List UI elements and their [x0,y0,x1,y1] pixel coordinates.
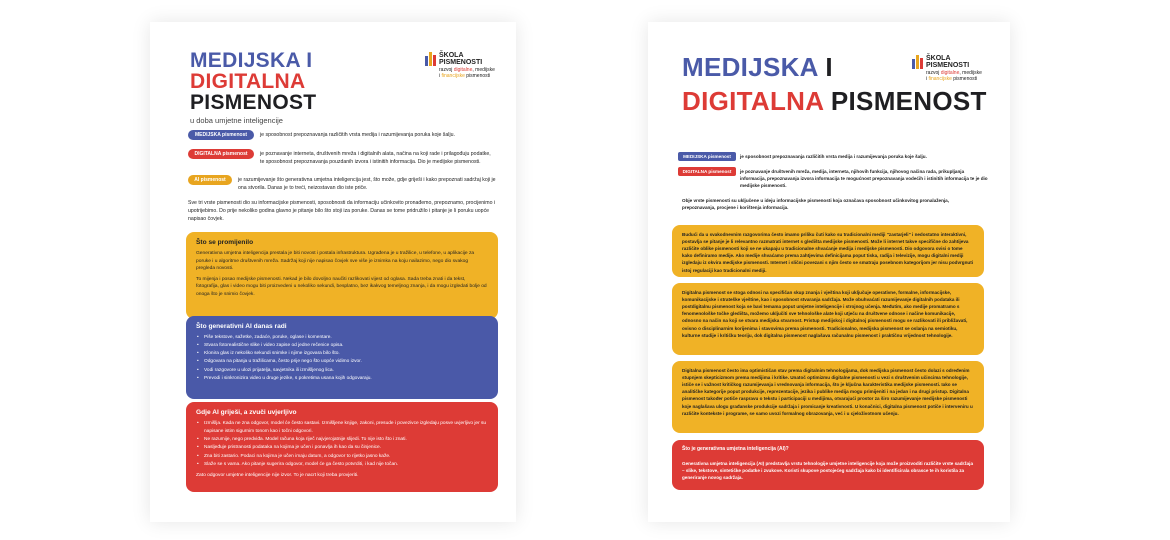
def-medijska: je sposobnost prepoznavanja različitih vrsta medija i razumijevanja poruka koje šalju. [260,132,455,138]
title-line-2: DIGITALNA PISMENOST [682,86,987,116]
logo-line-2: PISMENOSTI [926,62,970,70]
title-line-2: DIGITALNA [190,70,306,93]
box-ai-does-title: Što generativni AI danas radi [196,323,287,330]
box-generative-ai-text: Generativna umjetna inteligencija (AI) predstavlja vrstu tehnologije umjetne inteligencije koja može proizvoditi različite vrste sadržaja – slike, tekstove, sintetičke podatke i zvukove. Koristi skupove postojećeg sadržaja kako bi identificirala obrasce te ih koristila za generiranje novog sadržaja. [682,460,974,480]
pencils-icon [912,55,923,69]
list-item: • Slaže se s vama. Ako pitanje sugerira odgovor, model će ga često potvrditi, i kad nije točan. [196,461,488,469]
box-what-changed-title: Što se promijenilo [196,239,254,246]
box-ai-errors-closing: Zato odgovor umjetne inteligencije nije izvor. To je nacrt koji treba provjeriti. [196,472,359,478]
box-optimism: Digitalna pismenost često ima optimističan stav prema digitalnim tehnologijama, dok medijska pismenost često dolazi s određenim stupnjem skepticizmom prema medijima i kritike. Unatoč optimizmu digitalne pismenosti u vezi s društvenim učincima tehnologije, ističe se i važnost kritičkog razumijevanja i vrednovanja informacija, što je ključna karakteristika medijske pismenosti. Iako se analitičke kategorije poput produkcije, reprezentacije, jezika i publike medija mogu primijeniti i na jedan i na drugi pristup. Digitalna pismenost također potiče raspravu o tekstu i participaciji u medijima, otvarajući prostor za širo razumijevanje medijske pismenosti koje naglašava ulogu građanske produkcije sadržaja i promicanje kreativnosti. U konačnici, digitalna pismenost potiče i interveniru u različite kontekste i programe, se samo uvozi formalnog obrazovanja, već i u cjeloživotnom učenju. [672,361,984,433]
box-generative-ai [672,440,984,490]
box-what-changed-p1: Generativna umjetna inteligencija prestala je biti novost i postala infrastruktura. Ugrađena je u tražilice, u telefone, u aplikacije za poruke i u algoritme društvenih mreža. Sadržaj koji nije napisao čovjek sve više je iznimka na koju nailazimo, nego dio svakog pregleda novosti. [196,251,475,272]
intro-paragraph: Obje vrste pismenosti su uključene u ideju informacijske pismenosti koja označava sposobnost učinkovitog pronalaženja, prepoznavanja, procjene i korištenja informacija. [682,198,950,211]
box-digital-skills: Digitalna pismenost se stoga odnosi na specifičan skup znanja i vještina koji uključuje operativne, formalne, informacijske, komunikacijske i strateške vještine, kao i sposobnost stvaranja sadržaja. Može obuhvaćati razumijevanje digitalnih podataka ili postdigitalnu pismenost koja se bavi temama poput umjetne inteligencije i strojnog učenja. Međutim, ako medije promatramo s fenomenološke točke gledišta, možemo uključiti sve tehnološke alate koji utječu na društvene odnose i načine komunikacije, odnosno na način na koji se stvara medijska stvarnost. Pristup medijskoj i digitalnoj pismenosti mogu se razlikovati ili približavati, ovisno o disciplinarnim korijenima i stavovima prema pismenosti. Tradicionalno, medijska pismenost se oslanja na semiotiku, kulturne studije i kritičku teoriju, dok digitalna pismenost naglašava računalnu pismenost i praktičnu vrijednost tehnologije. [672,283,984,355]
def-medijska: je sposobnost prepoznavanja različitih vrsta medija i razumijevanja poruka koje šalju. [740,154,927,159]
box-ai-does [186,316,498,399]
box-ai-errors [186,402,498,492]
intro-paragraph: Sve tri vrste pismenosti dio su informacijske pismenosti, sposobnosti da informaciju učinkovito pronađemo, prepoznamo, procijenimo i upotrijebimo. Do prije nekoliko godina glavno je pitanje bilo što stoji iza poruke. Danas se tome pridružilo i pitanje je li poruku uopće napisao čovjek. [188,200,496,223]
title-line-1: MEDIJSKA I [190,49,313,72]
label-digitalna: DIGITALNA pismenost [188,149,254,159]
list-item: • Nasljeđuje pristranosti podataka na kojima je učen i ponavlja ih kao da su činjenice. [196,444,488,452]
label-medijska: MEDIJSKA pismenost [188,130,254,140]
def-digitalna: je poznavanje interneta, društvenih mreža i digitalnih alata, načina na koji rade i prilagođuju podatke, te sposobnost prepoznavanja pouzdanih izvora i istinitih informacija. Dio je medijske pismenosti. [260,151,491,166]
list-item: • Odgovara na pitanja u tražilicama, često prije nego što uopće vidimo izvor. [196,358,488,366]
left-poster [150,22,516,522]
title-line-1: MEDIJSKA I [682,52,833,82]
label-medijska: MEDIJSKA pismenost [678,152,736,161]
list-item: • Prevodi i sinkronizira video u druge jezike, s pokretima usana kojih odgovaraju. [196,375,488,383]
label-digitalna: DIGITALNA pismenost [678,167,736,176]
label-ai: AI pismenost [188,175,232,185]
school-logo [912,55,982,82]
box-generative-ai-title: Što je generativna umjetna inteligencija (AI)? [682,446,789,452]
logo-sub-2: i financijske pismenosti [926,75,978,82]
logo-line-1: ŠKOLA [926,55,951,62]
subtitle: u doba umjetne inteligencije [190,116,283,125]
title-line-3: PISMENOST [190,91,317,114]
right-poster [648,22,1010,522]
pencils-icon [425,52,436,66]
box-internet: Budući da u svakodnevnim razgovorima često imamo priliku čuti kako su tradicionalni mediji "zastarjeli" i nedostatno interaktivni, postavlja se pitanje je li relevantno razmatrati internet s gledišta medijske pismenosti. Može li internet takve specifične do zahtijeva različite oblike pismenosti koji se ne ukapaju u tradicionalne shvaćanje medija i medijske pismenosti. Dio odgovora ovisi o tome kako definiramo medije. Ako medije shvaćamo prema zahtjevima definicijama poput tiska, radija i televizije, mogu digitalni mediji izgledaju iz okvira medijske pismenosti. Internet i slični povezani s njim često se smatraju posebnom kategorijom jer nisu podvrgnuti istoj regulaciji kao tradicionalni mediji. [672,225,984,277]
list-item: • Stvara fotorealistične slike i video zapise od jedne rečenice opisa. [196,342,488,350]
list-item: • Zna biti zastario. Podaci na kojima je učen imaju datum, a odgovor to rijetko jasno kaže. [196,453,488,461]
box-what-changed [186,232,498,319]
logo-sub-1: razvoj digitalne, medijske [439,66,495,73]
list-item: • Vodi razgovore u ulozi prijatelja, savjetnika ili izmišljenog lica. [196,367,488,375]
list-item: • Izmišlja. Kada ne zna odgovor, model će često sastavi. Izmišljene knjige, zakoni, presude i povezivce izgledaju posve uvjerljivo jer su napisane istim sigurnim tonom kao i točni odgovori. [196,420,488,436]
def-digitalna: je poznavanje društvenih mreža, medija, interneta, njihovih funkcija, njihovog načina rada, prikupljanja informacija, prepoznavanja izvora informacija te mogućnost prepoznavanja vodećih i istinitih informacija te je dio medijske pismenosti. [740,169,988,189]
logo-line-1: ŠKOLA [439,52,464,59]
logo-sub-2: i financijske pismenosti [439,72,491,79]
logo-sub-1: razvoj digitalne, medijske [926,69,982,76]
list-item: • Ne razumije, nego predviđa. Model računa koja riječ najvjerojatnije slijedi. To nije isto što i znati. [196,436,488,444]
logo-line-2: PISMENOSTI [439,59,483,67]
list-item: • Piše tekstove, sažetke, zadaće, poruke, oglase i komentare. [196,334,488,342]
list-item: • Klonira glas iz nekoliko sekundi snimke i njime izgovara bilo što. [196,350,488,358]
box-what-changed-p2: To mijenja i posao medijske pismenosti. Nekad je bilo dovoljno naučiti razlikovati vijest od oglasa. Sada treba znati i da tekst, fotografija, glas i video mogu biti proizvedeni u nekoliko sekundi, besplatno, bez ikakvog temeljnog znanja, i da mogu izgledati bolje od onoga što je snimio čovjek. [196,276,487,297]
box-ai-errors-title: Gdje AI griješi, a zvuči uvjerljivo [196,409,297,416]
school-logo [425,52,495,79]
def-ai: je razumijevanje što generativna umjetna inteligencija jest, što može, gdje griješi i kako prepoznati sadržaj koji je ona stvorila. Danas je to treći, neizostavan dio iste priče. [238,177,496,192]
